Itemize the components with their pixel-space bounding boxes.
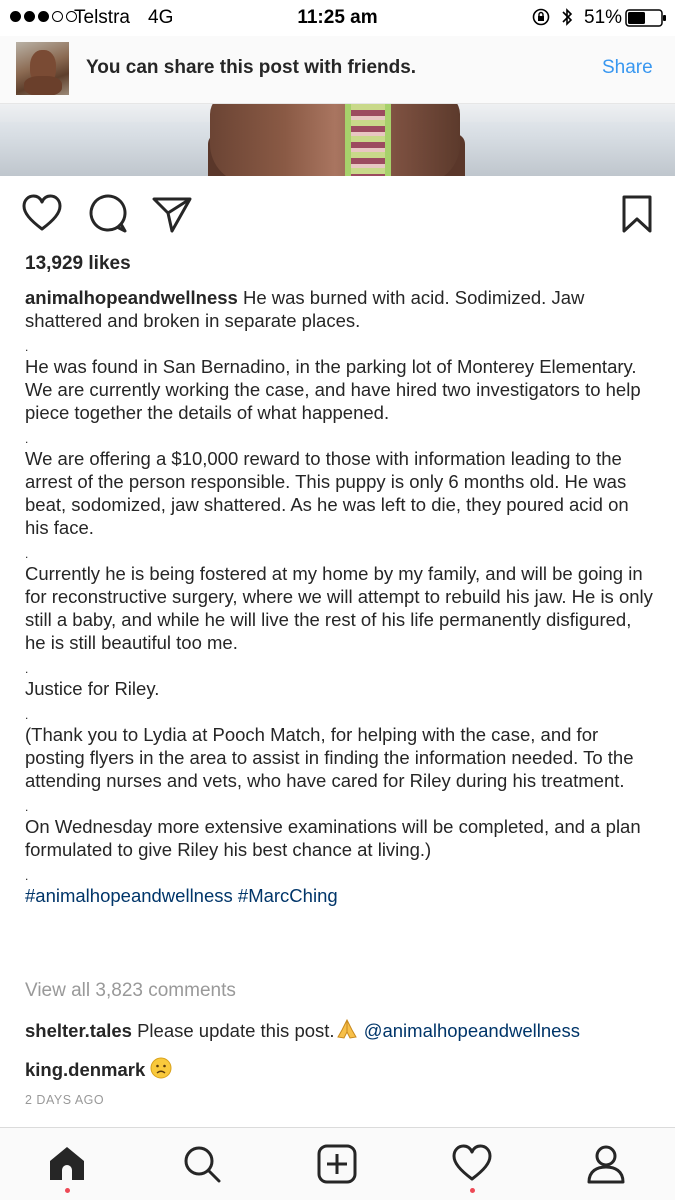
caption-separator: .	[25, 869, 29, 883]
caption-paragraph: On Wednesday more extensive examinations will be completed, and a plan formulated to give Riley his best chance at living.)	[25, 816, 641, 860]
post-thumbnail	[16, 42, 69, 95]
status-time: 11:25 am	[297, 7, 378, 28]
post-actions	[0, 176, 675, 254]
new-post-icon[interactable]	[317, 1144, 357, 1184]
search-icon[interactable]	[182, 1144, 222, 1184]
caption-paragraph: (Thank you to Lydia at Pooch Match, for helping with the case, and for posting flyers in the area to assist in finding the information needed. To the attending nurses and vets, who have cared for Riley during his treatment.	[25, 724, 634, 791]
post-timestamp: 2 DAYS AGO	[25, 1093, 105, 1107]
caption-separator: .	[25, 708, 29, 722]
caption-separator: .	[25, 662, 29, 676]
hashtag-link[interactable]: #animalhopeandwellness	[25, 885, 233, 906]
comment-icon[interactable]	[88, 194, 128, 234]
like-heart-icon[interactable]	[22, 194, 62, 234]
carrier-name: Telstra	[74, 7, 130, 28]
caption-separator: .	[25, 547, 29, 561]
rotation-lock-icon	[532, 8, 550, 26]
share-button[interactable]: Share	[602, 57, 653, 78]
frowning-face-icon	[150, 1057, 172, 1079]
caption-separator: .	[25, 432, 29, 446]
comment-username[interactable]: king.denmark	[25, 1059, 146, 1080]
network-type: 4G	[148, 7, 174, 28]
caption-paragraph: Justice for Riley.	[25, 678, 160, 699]
caption-first-line: He was burned with acid. Sodimized. Jaw shattered and broken in separate places.	[25, 287, 585, 331]
home-icon[interactable]	[47, 1144, 87, 1184]
hashtag-link[interactable]: #MarcChing	[237, 885, 338, 906]
caption-paragraph: He was found in San Bernadino, in the parking lot of Monterey Elementary. We are currently working the case, and have hired two investigators to help piece together the details of what happened.	[25, 356, 641, 423]
battery-percent: 51%	[584, 7, 623, 28]
caption-separator: .	[25, 340, 29, 354]
bluetooth-icon	[560, 6, 574, 28]
comment-item	[25, 1018, 580, 1042]
share-message: You can share this post with friends.	[86, 57, 417, 78]
folded-hands-icon	[335, 1018, 359, 1040]
post-photo[interactable]	[0, 104, 675, 176]
like-count[interactable]: 13,929 likes	[25, 253, 131, 274]
caption-paragraph: We are offering a $10,000 reward to those with information leading to the arrest of the person responsible. This puppy is only 6 months old. He was beat, sodomized, jaw shattered. As he was left to die, they poured acid on his face.	[25, 448, 629, 538]
comment-mention[interactable]: @animalhopeandwellness	[363, 1020, 580, 1041]
bottom-tab-bar	[0, 1127, 675, 1200]
caption-hashtags	[25, 884, 655, 907]
bookmark-icon[interactable]	[618, 194, 656, 234]
battery-icon	[625, 9, 667, 27]
comment-item	[25, 1057, 172, 1081]
activity-notification-dot	[470, 1188, 475, 1193]
caption-paragraph: Currently he is being fostered at my home by my family, and will be going in for reconstructive surgery, where we will attempt to rebuild his jaw. He is only still a baby, and while he will live the rest of his life permanently disfigured, he is still beautiful too me.	[25, 563, 653, 653]
send-direct-icon[interactable]	[152, 194, 192, 234]
caption-username[interactable]: animalhopeandwellness	[25, 287, 238, 308]
home-notification-dot	[65, 1188, 70, 1193]
profile-icon[interactable]	[586, 1144, 626, 1184]
comment-username[interactable]: shelter.tales	[25, 1020, 132, 1041]
share-banner	[0, 36, 675, 104]
activity-heart-icon[interactable]	[452, 1144, 492, 1184]
status-bar	[0, 0, 675, 36]
caption-separator: .	[25, 800, 29, 814]
comment-text: Please update this post.	[137, 1020, 335, 1041]
post-caption	[25, 286, 655, 907]
view-all-comments-link[interactable]: View all 3,823 comments	[25, 980, 236, 1001]
